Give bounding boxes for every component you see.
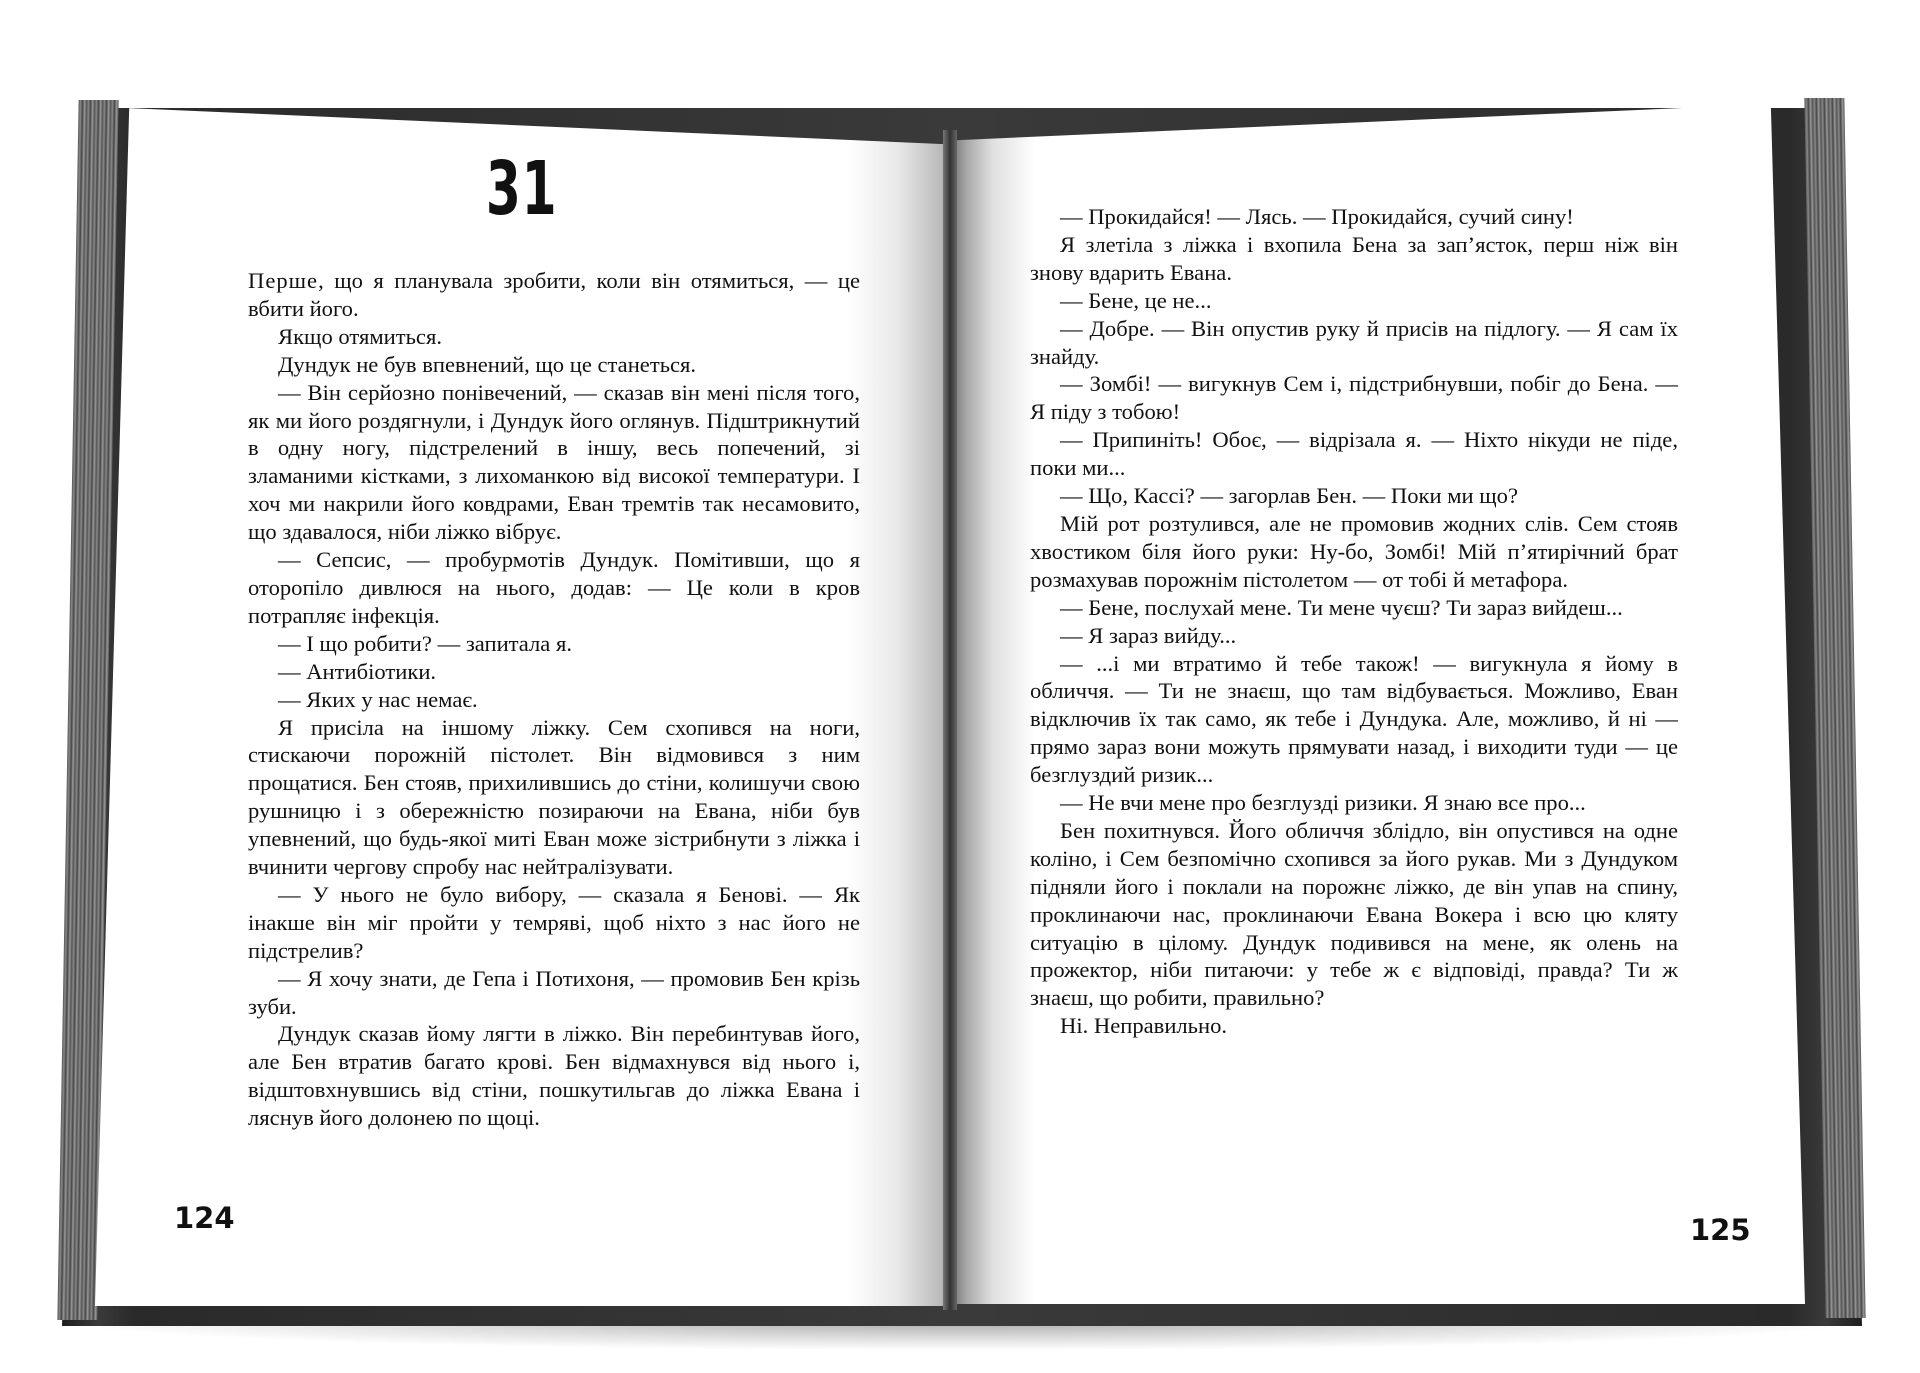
paragraph: Я злетіла з ліжка і вхопила Бена за зап’ясток, перш ніж він знову вдарить Евана. (1030, 231, 1678, 285)
paragraph: — Я хочу знати, де Гепа і Потихоня, — промовив Бен крізь зуби. (248, 965, 860, 1019)
paragraph: — Сепсис, — пробурмотів Дундук. Помітивши, що я оторопіло дивлюся на нього, додав: — Це коли в кров потрапляє інфекція. (248, 547, 860, 628)
right-page-text (1030, 203, 1678, 1040)
paragraph: Дундук не був впевнений, що це станеться. (278, 351, 697, 377)
paragraph: Бен похитнувся. Його обличчя зблідло, він опустився на одне коліно, і Сем безпомічно схопився за його рукав. Ми з Дундуком підняли його і поклали на порожнє ліжко, де він упав на спину, проклинаючи нас, проклинаючи Евана Вокера і всю цю кляту ситуацію в цілому. Дундук подивився на мене, як олень на прожектор, ніби питаючи: у тебе ж є відповіді, правда? Ти ж знаєш, що робити, правильно? (1030, 817, 1678, 1011)
paragraph: — Він серйозно понівечений, — сказав він мені після того, як ми його роздягнули, і Дундук його оглянув. Підштрикнутий в одну ногу, підстрелений в іншу, весь попечений, зі зламаними кістками, з лихоманкою від високої температури. І хоч ми накрили його ковдрами, Еван тремтів так несамовито, що здавалося, ніби ліжко вібрує. (248, 379, 860, 545)
paragraph: — Припиніть! Обоє, — відрізала я. — Ніхто нікуди не піде, поки ми... (1030, 427, 1678, 481)
paragraph: — Яких у нас немає. (278, 686, 478, 712)
chapter-number: 31 (485, 146, 558, 232)
paragraph: — Що, Кассі? — загорлав Бен. — Поки ми що? (1060, 483, 1518, 509)
paragraph: — ...і ми втратимо й тебе також! — вигукнула я йому в обличчя. — Ти не знаєш, що там відбувається. Можливо, Еван відключив їх так само, як тебе і Дундука. Але, можливо, й ні — прямо зараз вони можуть прямувати назад, і виходити туди — це безглуздий ризик... (1030, 650, 1678, 788)
paragraph: Ні. Неправильно. (1060, 1013, 1228, 1039)
left-page-text (248, 267, 860, 1132)
paragraph: — Прокидайся! — Лясь. — Прокидайся, сучий сину! (1060, 204, 1574, 229)
paragraph: — Добре. — Він опустив руку й присів на підлогу. — Я сам їх знайду. (1030, 315, 1678, 369)
paragraph: — Зомбі! — вигукнув Сем і, підстрибнувши, побіг до Бена. — Я піду з тобою! (1030, 371, 1678, 425)
paragraph: — І що робити? — запитала я. (278, 630, 573, 656)
chapter-first-word: Перше (248, 268, 319, 293)
paragraph: Я присіла на іншому ліжку. Сем схопився на ноги, стискаючи порожній пістолет. Він відмовився з ним прощатися. Бен стояв, прихилившись до стіни, колишучи свою рушницю і з обережністю позираючи на Евана, ніби був упевнений, що будь-якої миті Еван може зістрибнути з ліжка і вчинити чергову спробу нас нейтралізувати. (248, 714, 860, 880)
paragraph: — Не вчи мене про безглузді ризики. Я знаю все про... (1060, 790, 1586, 816)
paragraph: — Я зараз вийду... (1060, 622, 1237, 648)
book-spine-gutter (943, 130, 957, 1310)
paragraph: — У нього не було вибору, — сказала я Бенові. — Як інакше він міг пройти у темряві, щоб ніхто з нас його не підстрелив? (248, 881, 860, 963)
paragraph: — Антибіотики. (278, 658, 437, 684)
paragraph: — Бене, послухай мене. Ти мене чуєш? Ти зараз вийдеш... (1060, 594, 1623, 620)
paragraph (248, 267, 860, 323)
paragraph-rest: , що я планувала зробити, коли він отямиться, — це вбити його. (248, 268, 860, 321)
paragraph: — Бене, це не... (1060, 287, 1212, 313)
page-number-right: 125 (1690, 1213, 1751, 1247)
paragraph: Мій рот розтулився, але не промовив жодних слів. Сем стояв хвостиком біля його руки: Ну-бо, Зомбі! Мій п’ятирічний брат розмахував порожнім пістолетом — от тобі й метафора. (1030, 510, 1678, 592)
paragraph: Якщо отямиться. (278, 323, 442, 349)
page-number-left: 124 (174, 1201, 235, 1235)
paragraph: Дундук сказав йому лягти в ліжко. Він перебинтував його, але Бен втратив багато крові. Бен відмахнувся від нього і, відштовхнувшись від стіни, пошкутильгав до ліжка Евана і ляснув його долонею по щоці. (248, 1021, 860, 1131)
